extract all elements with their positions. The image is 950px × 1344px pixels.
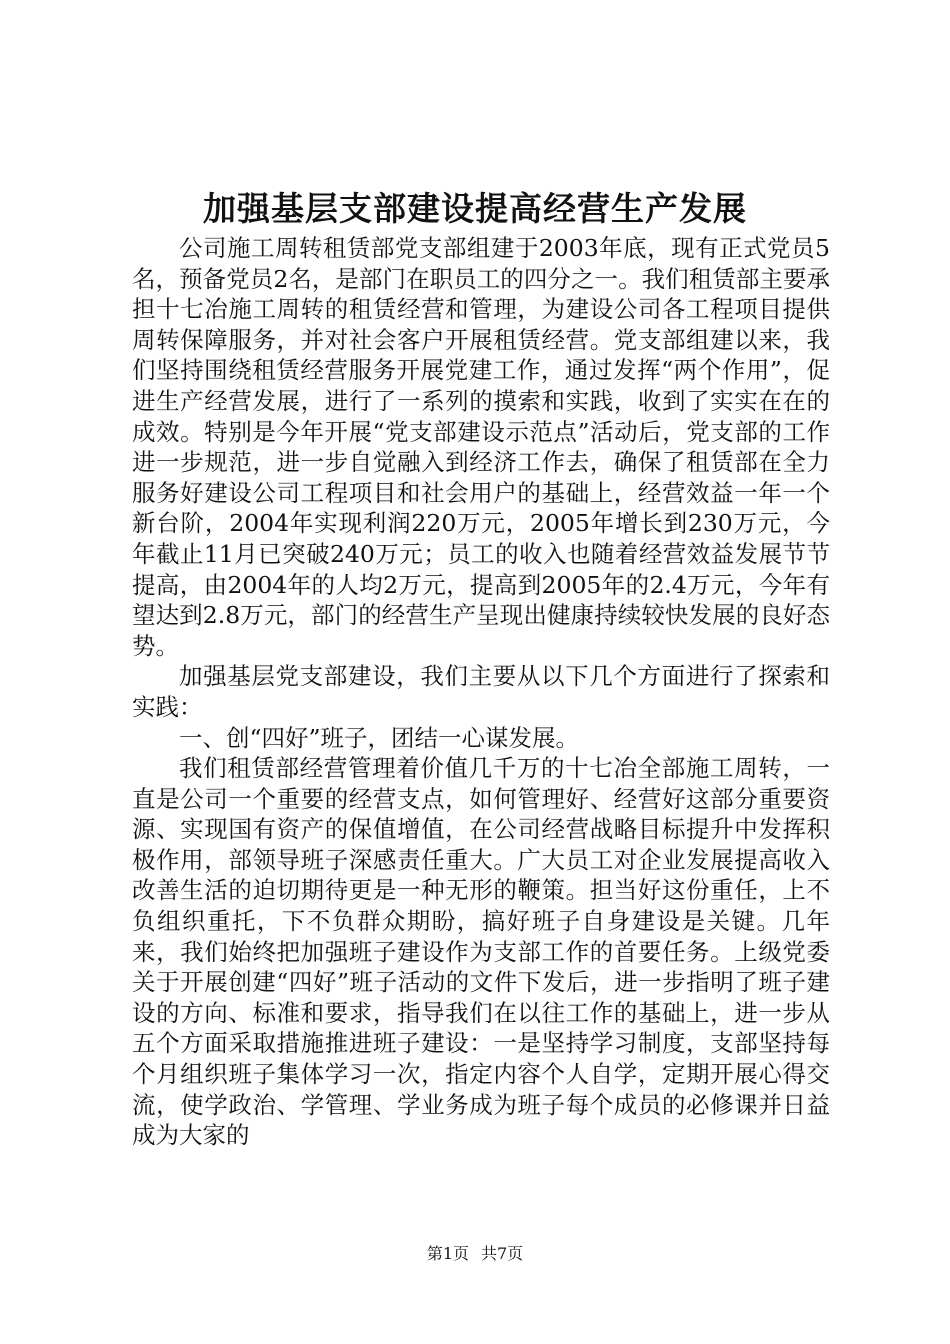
paragraph-lead-in: 加强基层党支部建设，我们主要从以下几个方面进行了探索和实践： <box>132 662 830 721</box>
page-footer <box>0 1243 950 1265</box>
page-number: 第1页 <box>426 1244 469 1263</box>
document-body <box>132 233 830 1151</box>
paragraph-intro: 公司施工周转租赁部党支部组建于2003年底，现有正式党员5名，预备党员2名，是部门在职员工的四分之一。我们租赁部主要承担十七冶施工周转的租赁经营和管理，为建设公司各工程项目提供周转保障服务，并对社会客户开展租赁经营。党支部组建以来，我们坚持围绕租赁经营服务开展党建工作，通过发挥“两个作用”，促进生产经营发展，进行了一系列的摸索和实践，收到了实实在在的成效。特别是今年开展“党支部建设示范点”活动后，党支部的工作进一步规范，进一步自觉融入到经济工作去，确保了租赁部在全力服务好建设公司工程项目和社会用户的基础上，经营效益一年一个新台阶，2004年实现利润220万元，2005年增长到230万元，今年截止11月已突破240万元；员工的收入也随着经营效益发展节节提高，由2004年的人均2万元，提高到2005年的2.4万元，今年有望达到2.8万元，部门的经营生产呈现出健康持续较快发展的良好态势。 <box>132 234 830 660</box>
section-heading-1: 一、创“四好”班子，团结一心谋发展。 <box>179 723 580 752</box>
paragraph-section-1: 我们租赁部经营管理着价值几千万的十七冶全部施工周转，一直是公司一个重要的经营支点，如何管理好、经营好这部分重要资源、实现国有资产的保值增值，在公司经营战略目标提升中发挥积极作用，部领导班子深感责任重大。广大员工对企业发展提高收入改善生活的迫切期待更是一种无形的鞭策。担当好这份重任，上不负组织重托，下不负群众期盼，搞好班子自身建设是关键。几年来，我们始终把加强班子建设作为支部工作的首要任务。上级党委关于开展创建“四好”班子活动的文件下发后，进一步指明了班子建设的方向、标准和要求，指导我们在以往工作的基础上，进一步从五个方面采取措施推进班子建设：一是坚持学习制度，支部坚持每个月组织班子集体学习一次，指定内容个人自学，定期开展心得交流，使学政治、学管理、学业务成为班子每个成员的必修课并日益成为大家的 <box>132 754 830 1150</box>
page-total: 共7页 <box>481 1244 524 1263</box>
document-title: 加强基层支部建设提高经营生产发展 <box>203 189 747 228</box>
